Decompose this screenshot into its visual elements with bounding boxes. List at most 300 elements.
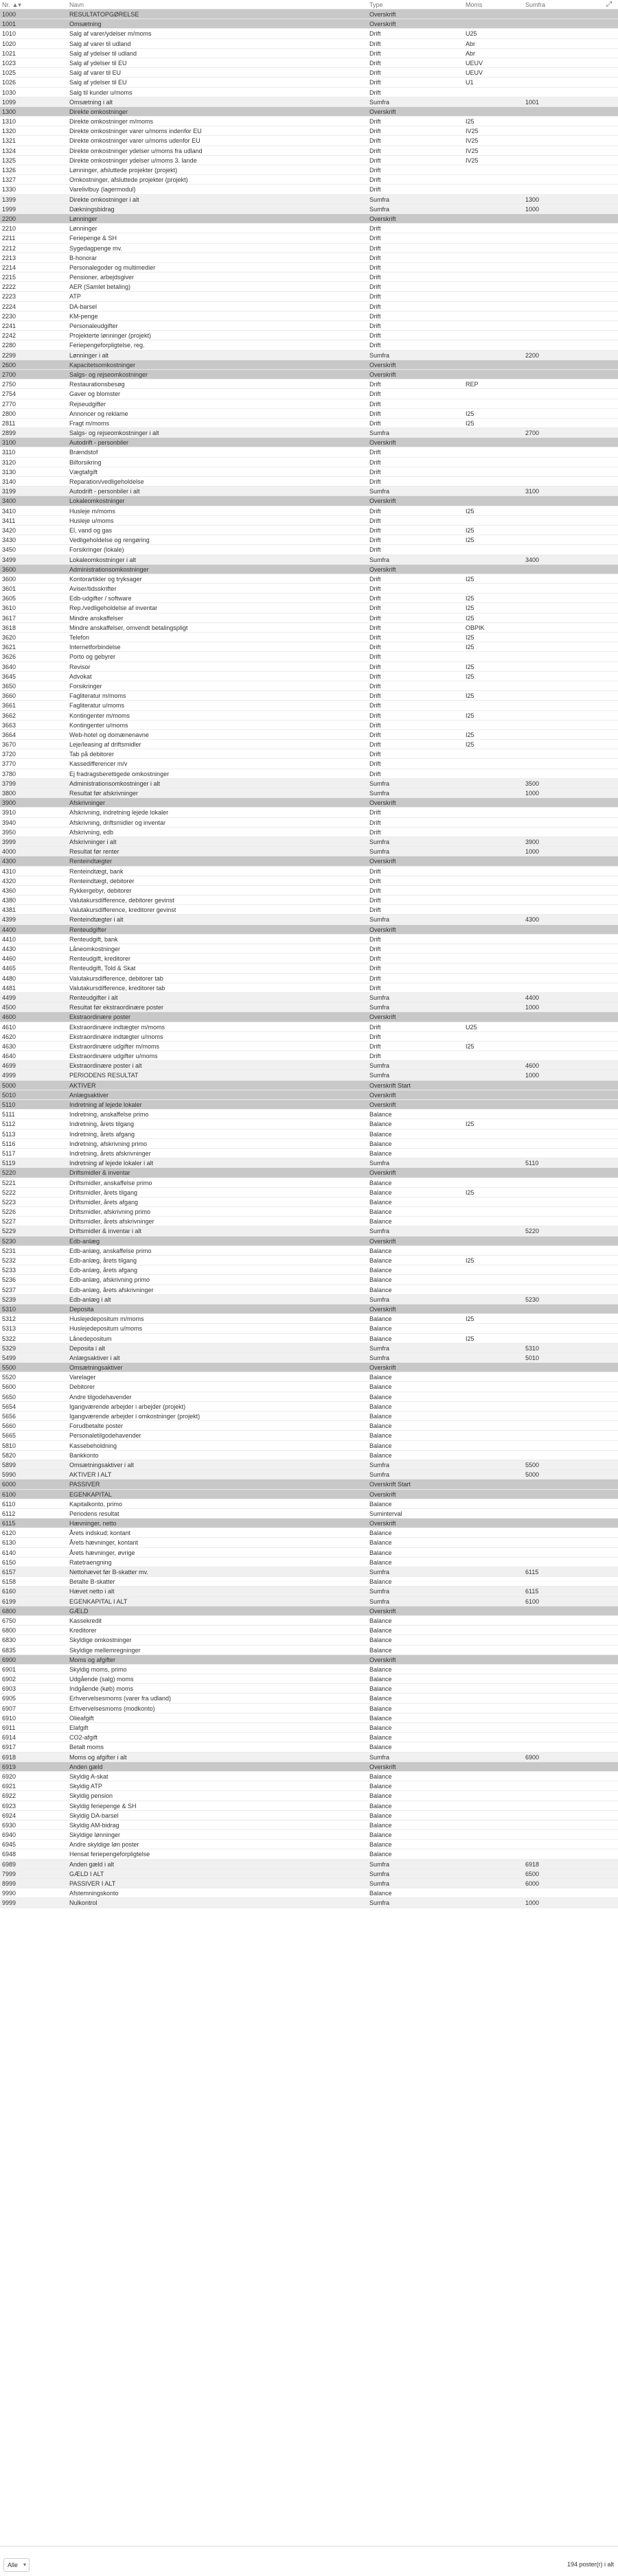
cell-moms: I25 <box>466 526 474 534</box>
table-row[interactable] <box>0 1665 618 1674</box>
column-header-sumfra[interactable]: Sumfra <box>525 1 546 8</box>
table-row[interactable] <box>0 788 618 798</box>
table-row[interactable] <box>0 837 618 847</box>
table-row[interactable] <box>0 867 618 876</box>
table-row[interactable] <box>0 1022 618 1032</box>
cell-nr: 3900 <box>2 799 16 807</box>
table-row[interactable] <box>0 1635 618 1645</box>
table-row[interactable] <box>0 428 618 438</box>
table-row[interactable] <box>0 925 618 935</box>
table-row[interactable] <box>0 1149 618 1158</box>
cell-moms: I25 <box>466 605 474 612</box>
cell-moms: I25 <box>466 595 474 602</box>
table-row[interactable] <box>0 662 618 672</box>
cell-sum: 5010 <box>525 1354 540 1361</box>
cell-type: Drift <box>369 634 381 641</box>
table-row[interactable] <box>0 165 618 175</box>
cell-type: Sumfra <box>369 1870 390 1877</box>
cell-nr: 3100 <box>2 439 16 447</box>
table-row[interactable] <box>0 1470 618 1479</box>
table-row[interactable] <box>0 312 618 321</box>
table-row[interactable] <box>0 603 618 613</box>
cell-nr: 3617 <box>2 614 16 622</box>
table-row[interactable] <box>0 1577 618 1586</box>
table-row[interactable] <box>0 1616 618 1626</box>
table-row[interactable] <box>0 1392 618 1402</box>
cell-moms: I25 <box>466 672 474 680</box>
table-row[interactable] <box>0 496 618 506</box>
column-header-type[interactable]: Type <box>369 1 383 8</box>
table-row[interactable] <box>0 1694 618 1703</box>
table-row[interactable] <box>0 828 618 837</box>
table-row[interactable] <box>0 195 618 204</box>
table-row[interactable] <box>0 1888 618 1898</box>
table-row[interactable] <box>0 779 618 788</box>
table-row[interactable] <box>0 944 618 954</box>
table-row[interactable] <box>0 175 618 185</box>
table-row[interactable] <box>0 360 618 370</box>
table-row[interactable] <box>0 1237 618 1246</box>
table-row[interactable] <box>0 895 618 905</box>
table-row[interactable] <box>0 1032 618 1042</box>
cell-type: Sumfra <box>369 1860 390 1868</box>
table-row[interactable] <box>0 1314 618 1324</box>
cell-nr: 2212 <box>2 244 16 252</box>
cell-type: Drift <box>369 663 381 670</box>
table-row[interactable] <box>0 214 618 224</box>
cell-nr: 4380 <box>2 897 16 904</box>
table-row[interactable] <box>0 1265 618 1275</box>
cell-name: Omsætningsaktiver <box>69 1364 123 1372</box>
table-row[interactable] <box>0 1762 618 1772</box>
table-row[interactable] <box>0 1042 618 1051</box>
table-row[interactable] <box>0 1412 618 1421</box>
table-row[interactable] <box>0 467 618 477</box>
table-row[interactable] <box>0 1051 618 1061</box>
table-row[interactable] <box>0 331 618 340</box>
table-row[interactable] <box>0 1733 618 1742</box>
table-row[interactable] <box>0 263 618 272</box>
table-row[interactable] <box>0 759 618 769</box>
cell-nr: 1026 <box>2 79 16 86</box>
cell-name: Ekstraordinære poster i alt <box>69 1062 142 1070</box>
table-row[interactable] <box>0 594 618 603</box>
table-row[interactable] <box>0 963 618 973</box>
cell-type: Sumfra <box>369 1753 390 1761</box>
cell-name: Afskrivning, edb <box>69 828 114 836</box>
table-row[interactable] <box>0 1139 618 1149</box>
table-row[interactable] <box>0 545 618 554</box>
cell-nr: 3640 <box>2 663 16 670</box>
table-row[interactable] <box>0 516 618 526</box>
table-row[interactable] <box>0 1119 618 1129</box>
cell-sum: 5500 <box>525 1461 540 1468</box>
table-row[interactable] <box>0 1791 618 1801</box>
cell-nr: 6800 <box>2 1627 16 1635</box>
cell-nr: 3610 <box>2 605 16 612</box>
table-row[interactable] <box>0 711 618 721</box>
table-row[interactable] <box>0 1090 618 1100</box>
table-row[interactable] <box>0 730 618 740</box>
table-row[interactable] <box>0 1353 618 1363</box>
column-header-nr[interactable] <box>2 0 67 10</box>
cell-nr: 5119 <box>2 1160 16 1167</box>
table-row[interactable] <box>0 555 618 565</box>
table-row[interactable] <box>0 1528 618 1538</box>
cell-type: Balance <box>369 1530 392 1537</box>
table-row[interactable] <box>0 1548 618 1558</box>
cell-type: Balance <box>369 1325 392 1333</box>
cell-nr: 5221 <box>2 1179 16 1186</box>
cell-name: Gaver og blomster <box>69 390 121 398</box>
table-row[interactable] <box>0 1879 618 1888</box>
page-size-select[interactable] <box>3 2558 30 2572</box>
table-row[interactable] <box>0 1626 618 1635</box>
table-row[interactable] <box>0 244 618 253</box>
table-row[interactable] <box>0 1256 618 1265</box>
table-row[interactable] <box>0 58 618 68</box>
cell-name: Driftsmidler, årets afgang <box>69 1198 139 1206</box>
cell-name: Lokaleomkostninger i alt <box>69 556 137 563</box>
cell-type: Drift <box>369 828 381 836</box>
table-row[interactable] <box>0 1207 618 1217</box>
table-row[interactable] <box>0 185 618 194</box>
cell-name: Driftsmidler, årets afskrivninger <box>69 1218 154 1226</box>
table-row[interactable] <box>0 701 618 710</box>
table-row[interactable] <box>0 1597 618 1606</box>
table-row[interactable] <box>0 253 618 263</box>
table-row[interactable] <box>0 1295 618 1304</box>
cell-moms: I25 <box>466 507 474 515</box>
cell-type: Overskrift <box>369 1169 396 1177</box>
table-row[interactable] <box>0 1479 618 1489</box>
cell-type: Drift <box>369 760 381 768</box>
table-row[interactable] <box>0 1324 618 1333</box>
table-row[interactable] <box>0 78 618 87</box>
table-row[interactable] <box>0 340 618 350</box>
table-row[interactable] <box>0 1178 618 1188</box>
table-row[interactable] <box>0 97 618 107</box>
cell-name: Indretning af lejede lokaler <box>69 1101 142 1108</box>
table-row[interactable] <box>0 1460 618 1470</box>
table-row[interactable] <box>0 905 618 915</box>
table-row[interactable] <box>0 29 618 38</box>
table-row[interactable] <box>0 1402 618 1412</box>
table-row[interactable] <box>0 1849 618 1859</box>
cell-name: Nettohævet før B-skatter mv. <box>69 1569 148 1576</box>
cell-moms: IV25 <box>466 147 479 154</box>
table-row[interactable] <box>0 691 618 701</box>
table-row[interactable] <box>0 1558 618 1567</box>
cell-nr: 6948 <box>2 1851 16 1858</box>
cell-name: Afskrivning, indretning lejede lokaler <box>69 809 169 817</box>
table-row[interactable] <box>0 19 618 29</box>
cell-type: Sumfra <box>369 430 390 437</box>
table-row[interactable] <box>0 1012 618 1022</box>
cell-nr: 6112 <box>2 1510 16 1517</box>
table-row[interactable] <box>0 1070 618 1080</box>
cell-type: Drift <box>369 770 381 777</box>
cell-name: Direkte omkostninger ydelser u/moms 3. lande <box>69 156 197 164</box>
cell-type: Sumfra <box>369 196 390 203</box>
cell-name: Afskrivning, driftsmidler og inventar <box>69 819 166 826</box>
table-row[interactable] <box>0 1567 618 1577</box>
table-row[interactable] <box>0 156 618 165</box>
cell-type: Drift <box>369 965 381 972</box>
table-row[interactable] <box>0 1860 618 1869</box>
table-row[interactable] <box>0 419 618 428</box>
table-row[interactable] <box>0 584 618 594</box>
column-header-moms[interactable]: Moms <box>466 1 483 8</box>
cell-name: Skyldige mellemregninger <box>69 1646 141 1654</box>
cell-type: Balance <box>369 1831 392 1839</box>
table-row[interactable] <box>0 1275 618 1285</box>
table-row[interactable] <box>0 389 618 399</box>
table-row[interactable] <box>0 1655 618 1665</box>
cell-name: Omkostninger, afsluttede projekter (projekt) <box>69 176 188 184</box>
cell-nr: 5656 <box>2 1413 16 1420</box>
table-row[interactable] <box>0 409 618 419</box>
table-row[interactable] <box>0 954 618 963</box>
table-row[interactable] <box>0 204 618 214</box>
table-row[interactable] <box>0 1246 618 1256</box>
table-row[interactable] <box>0 1372 618 1382</box>
cell-type: Sumfra <box>369 1471 390 1479</box>
table-row[interactable] <box>0 847 618 856</box>
table-row[interactable] <box>0 1334 618 1344</box>
table-row[interactable] <box>0 642 618 652</box>
table-row[interactable] <box>0 633 618 642</box>
table-row[interactable] <box>0 974 618 983</box>
cell-moms: I25 <box>466 712 474 719</box>
table-row[interactable] <box>0 1441 618 1451</box>
table-row[interactable] <box>0 1723 618 1733</box>
table-row[interactable] <box>0 818 618 828</box>
table-row[interactable] <box>0 652 618 661</box>
table-row[interactable] <box>0 1684 618 1694</box>
table-row[interactable] <box>0 272 618 282</box>
table-row[interactable] <box>0 447 618 457</box>
table-row[interactable] <box>0 1304 618 1314</box>
table-row[interactable] <box>0 146 618 156</box>
table-row[interactable] <box>0 321 618 331</box>
cell-type: Balance <box>369 1665 392 1673</box>
cell-name: Deposita i alt <box>69 1344 106 1352</box>
table-row[interactable] <box>0 1606 618 1616</box>
table-row[interactable] <box>0 477 618 487</box>
table-row[interactable] <box>0 1840 618 1849</box>
table-row[interactable] <box>0 370 618 379</box>
table-row[interactable] <box>0 1382 618 1392</box>
table-row[interactable] <box>0 749 618 759</box>
cell-type: Sumfra <box>369 1344 390 1352</box>
cell-nr: 5665 <box>2 1432 16 1440</box>
table-row[interactable] <box>0 1586 618 1596</box>
table-row[interactable] <box>0 769 618 779</box>
cell-name: Skyldige lønninger <box>69 1831 121 1839</box>
table-row[interactable] <box>0 68 618 78</box>
table-row[interactable] <box>0 1499 618 1509</box>
cell-name: Direkte omkostninger varer u/moms indenfor EU <box>69 128 202 135</box>
cell-type: Drift <box>369 731 381 738</box>
table-row[interactable] <box>0 1646 618 1655</box>
table-row[interactable] <box>0 1811 618 1820</box>
column-header-name[interactable]: Navn <box>69 1 84 8</box>
table-row[interactable] <box>0 1742 618 1752</box>
table-row[interactable] <box>0 233 618 243</box>
cell-nr: 3910 <box>2 809 16 817</box>
table-row[interactable] <box>0 740 618 749</box>
table-row[interactable] <box>0 1519 618 1528</box>
table-row[interactable] <box>0 993 618 1003</box>
cell-name: Renteudgift, bank <box>69 935 118 943</box>
cell-sum: 1000 <box>525 205 540 213</box>
cell-moms: I25 <box>466 614 474 622</box>
table-row[interactable] <box>0 292 618 301</box>
table-row[interactable] <box>0 1061 618 1070</box>
cell-name: Skyldig ATP <box>69 1783 102 1790</box>
cell-name: PASSIVER I ALT <box>69 1880 116 1887</box>
cell-type: Drift <box>369 390 381 398</box>
table-row[interactable] <box>0 1713 618 1723</box>
table-row[interactable] <box>0 282 618 292</box>
table-row[interactable] <box>0 983 618 993</box>
table-row[interactable] <box>0 798 618 808</box>
cell-nr: 2770 <box>2 400 16 408</box>
table-row[interactable] <box>0 1509 618 1519</box>
table-row[interactable] <box>0 623 618 633</box>
cell-moms: U1 <box>466 79 474 86</box>
table-row[interactable] <box>0 1801 618 1811</box>
table-row[interactable] <box>0 535 618 545</box>
table-row[interactable] <box>0 526 618 535</box>
table-row[interactable] <box>0 1168 618 1178</box>
table-row[interactable] <box>0 1100 618 1110</box>
cell-name: Autodrift - personbiler <box>69 439 129 447</box>
cell-type: Overskrift <box>369 1520 396 1527</box>
cell-type: Balance <box>369 1189 392 1196</box>
table-row[interactable] <box>0 1451 618 1460</box>
cell-type: Balance <box>369 1179 392 1186</box>
cell-name: AKTIVER I ALT <box>69 1471 112 1479</box>
cell-name: Renteudgift, Told & Skat <box>69 965 136 972</box>
cell-nr: 5227 <box>2 1218 16 1226</box>
table-row[interactable] <box>0 1158 618 1168</box>
cell-name: EGENKAPITAL <box>69 1490 112 1498</box>
cell-nr: 3601 <box>2 585 16 593</box>
table-row[interactable] <box>0 613 618 623</box>
table-row[interactable] <box>0 1830 618 1840</box>
expand-icon[interactable]: ⤢ <box>606 1 612 8</box>
table-row[interactable] <box>0 1344 618 1353</box>
table-row[interactable] <box>0 88 618 97</box>
table-row[interactable] <box>0 1898 618 1908</box>
cell-nr: 4480 <box>2 974 16 982</box>
table-row[interactable] <box>0 379 618 389</box>
table-row[interactable] <box>0 886 618 895</box>
table-row[interactable] <box>0 1217 618 1226</box>
table-row[interactable] <box>0 136 618 145</box>
table-row[interactable] <box>0 351 618 360</box>
table-row[interactable] <box>0 1363 618 1372</box>
table-row[interactable] <box>0 49 618 58</box>
table-row[interactable] <box>0 126 618 136</box>
cell-type: Sumfra <box>369 838 390 845</box>
table-row[interactable] <box>0 1188 618 1197</box>
cell-sum: 2700 <box>525 430 540 437</box>
cell-nr: 5239 <box>2 1296 16 1303</box>
cell-type: Balance <box>369 1140 392 1147</box>
cell-name: EGENKAPITAL I ALT <box>69 1597 128 1605</box>
table-row[interactable] <box>0 1110 618 1119</box>
table-row[interactable] <box>0 1781 618 1791</box>
cell-type: Balance <box>369 1315 392 1323</box>
cell-name: Personalegoder og multimedier <box>69 264 156 271</box>
table-row[interactable] <box>0 1772 618 1781</box>
table-row[interactable] <box>0 506 618 516</box>
table-row[interactable] <box>0 672 618 681</box>
table-row[interactable] <box>0 1674 618 1684</box>
table-row[interactable] <box>0 487 618 496</box>
cell-name: Sygedagpenge mv. <box>69 244 122 252</box>
cell-type: Drift <box>369 1042 381 1050</box>
table-row[interactable] <box>0 438 618 447</box>
table-row[interactable] <box>0 458 618 467</box>
table-row[interactable] <box>0 1081 618 1090</box>
table-row[interactable] <box>0 224 618 233</box>
cell-nr: 3661 <box>2 702 16 710</box>
cell-nr: 1326 <box>2 167 16 174</box>
table-row[interactable] <box>0 1285 618 1295</box>
table-row[interactable] <box>0 565 618 574</box>
table-row[interactable] <box>0 1538 618 1547</box>
cell-nr: 3420 <box>2 526 16 534</box>
table-row[interactable] <box>0 1704 618 1713</box>
table-row[interactable] <box>0 856 618 866</box>
cell-moms: I25 <box>466 634 474 641</box>
table-row[interactable] <box>0 1197 618 1207</box>
table-row[interactable] <box>0 302 618 312</box>
cell-type: Drift <box>369 867 381 875</box>
table-row[interactable] <box>0 117 618 126</box>
table-row[interactable] <box>0 915 618 924</box>
table-row[interactable] <box>0 1753 618 1762</box>
table-row[interactable] <box>0 1421 618 1431</box>
table-row[interactable] <box>0 1490 618 1499</box>
table-row[interactable] <box>0 1003 618 1012</box>
table-row[interactable] <box>0 935 618 944</box>
table-row[interactable] <box>0 1820 618 1830</box>
table-row[interactable] <box>0 808 618 817</box>
table-row[interactable] <box>0 876 618 886</box>
table-row[interactable] <box>0 1226 618 1236</box>
table-row[interactable] <box>0 399 618 409</box>
table-row[interactable] <box>0 1129 618 1139</box>
table-row[interactable] <box>0 107 618 117</box>
cell-type: Drift <box>369 1033 381 1040</box>
table-row[interactable] <box>0 721 618 730</box>
cell-type: Drift <box>369 809 381 817</box>
cell-moms: I25 <box>466 1042 474 1050</box>
table-row[interactable] <box>0 681 618 691</box>
table-row[interactable] <box>0 574 618 584</box>
table-row[interactable] <box>0 39 618 49</box>
table-row[interactable] <box>0 1869 618 1879</box>
cell-type: Balance <box>369 1422 392 1430</box>
table-row[interactable] <box>0 1431 618 1440</box>
table-row[interactable] <box>0 10 618 19</box>
cell-nr: 5600 <box>2 1383 16 1391</box>
